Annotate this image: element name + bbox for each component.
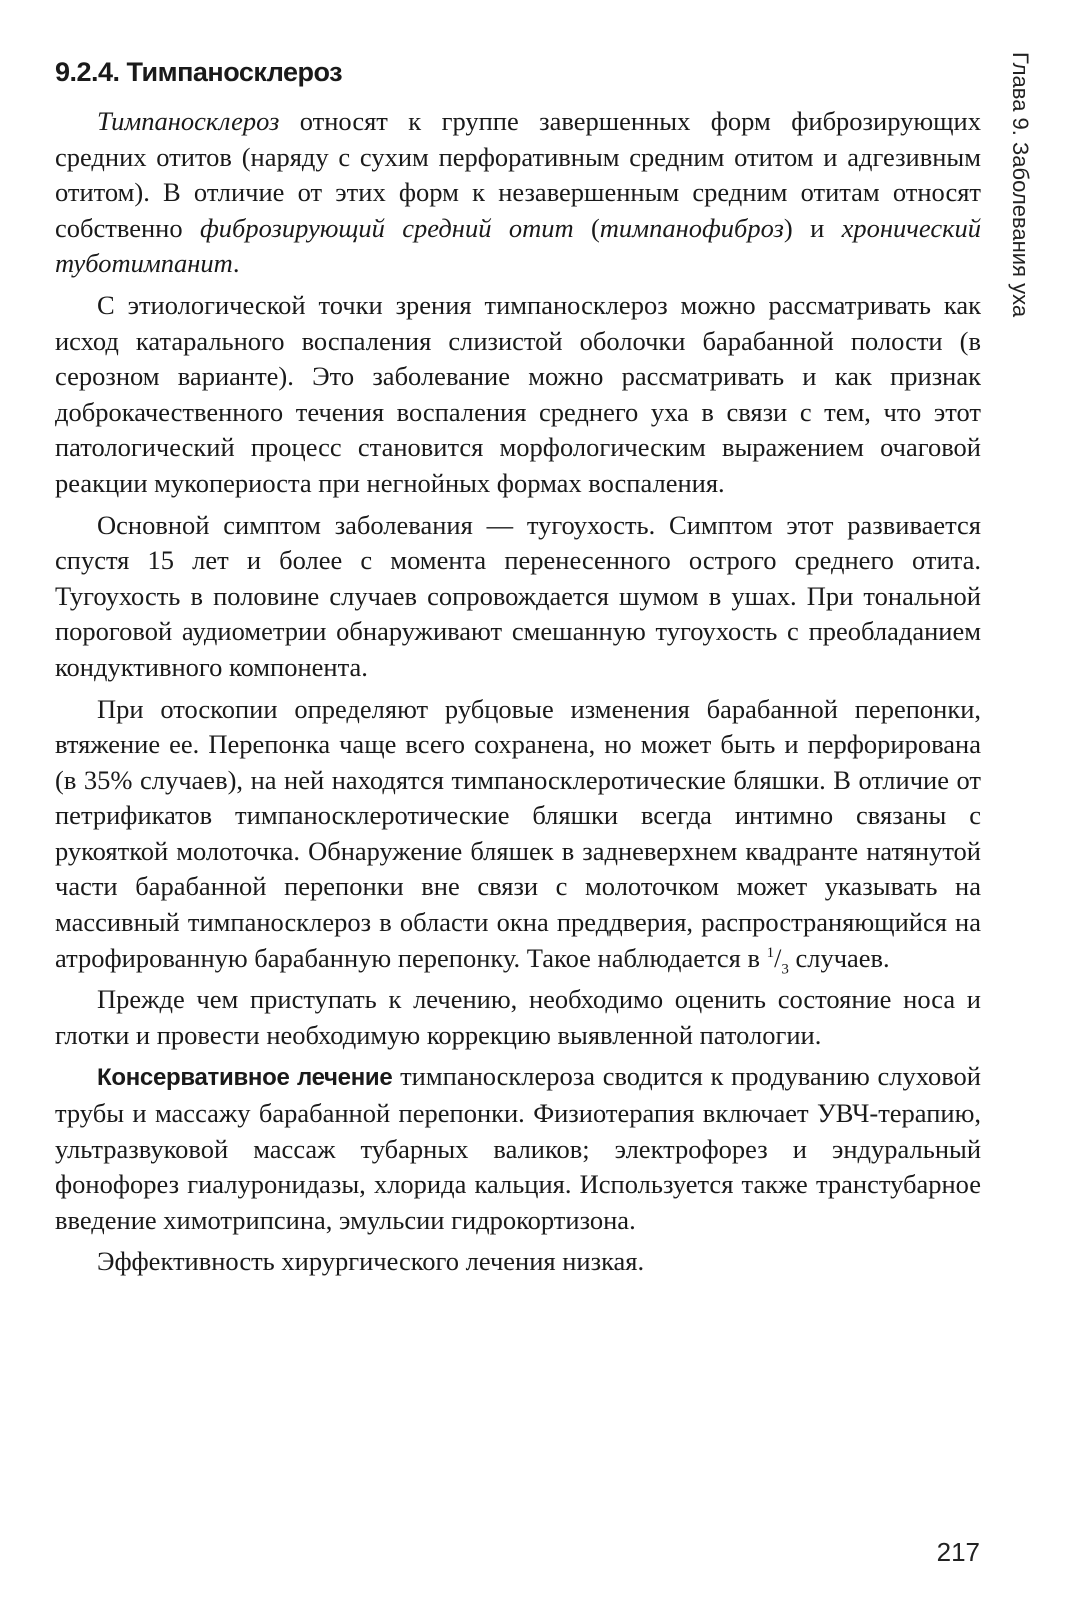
text-run: относят к группе завершенных форм фиброзирующих средних отитов (наряду с сухим перфоративным средним отитом и адгезивным отитом). В отличие от этих форм к незавершенным средним отитам относят собственно bbox=[55, 106, 981, 243]
italic-term: хронический туботимпанит bbox=[55, 212, 981, 279]
paragraph-7: Эффективность хирургического лечения низкая. bbox=[97, 1246, 645, 1277]
paragraph-6 bbox=[55, 1059, 981, 1238]
paragraph-2: С этиологической точки зрения тимпаносклероз можно рассматривать как исход катарального воспаления слизистой оболочки барабанной полости (в серозном варианте). Это заболевание можно рассматривать и как признак доброкачественного течения воспаления среднего уха в связи с тем, что этот патологический процесс становится морфологическим выражением очаговой реакции мукопериоста при негнойных формах воспаления. bbox=[55, 289, 981, 498]
italic-term: тимпанофиброз bbox=[599, 212, 784, 243]
paragraph-1 bbox=[55, 104, 981, 282]
italic-term: фиброзирующий средний отит bbox=[199, 212, 574, 243]
fraction-slash: / bbox=[774, 943, 782, 973]
paragraph-4 bbox=[55, 692, 981, 977]
fraction-denominator: 3 bbox=[781, 960, 789, 977]
text-run: ) и bbox=[783, 212, 842, 243]
text-run: . bbox=[232, 248, 240, 279]
page-number: 217 bbox=[936, 1537, 980, 1567]
section-heading: 9.2.4. Тимпаносклероз bbox=[55, 57, 343, 87]
text-run: случаев. bbox=[788, 942, 890, 973]
running-head: Глава 9. Заболевания уха bbox=[1008, 52, 1033, 318]
bold-term: Консервативное лечение bbox=[97, 1064, 393, 1092]
paragraph-3: Основной симптом заболевания — тугоухость. Симптом этот развивается спустя 15 лет и более с момента перенесенного острого среднего отита. Тугоухость в половине случаев сопровождается шумом в ушах. При тональной пороговой аудиометрии обнаруживают смешанную тугоухость с преобладанием кондуктивного компонента. bbox=[55, 509, 981, 682]
text-run: ( bbox=[573, 212, 600, 243]
paragraph-5: Прежде чем приступать к лечению, необходимо оценить состояние носа и глотки и провести необходимую коррекцию выявленной патологии. bbox=[55, 984, 981, 1050]
italic-term: Тимпаносклероз bbox=[97, 106, 280, 136]
body-text bbox=[55, 104, 981, 1286]
text-run: При отоскопии определяют рубцовые изменения барабанной перепонки, втяжение ее. Перепонка чаще всего сохранена, но может быть и перфорирована (в 35% случаев), на ней находятся тимпаносклеротические бляшки. В отличие от петрификатов тимпаносклеротические бляшки всегда интимно связаны с рукояткой молоточка. Обнаружение бляшек в задневерхнем квадранте натянутой части барабанной перепонки вне связи с молоточком может указывать на массивный тимпаносклероз в области окна преддверия, распространяющийся на атрофированную барабанную перепонку. Такое наблюдается в bbox=[55, 693, 981, 973]
fraction-one-third bbox=[766, 943, 789, 977]
fraction-numerator: 1 bbox=[766, 944, 775, 961]
text-run: тимпаносклероза сводится к продуванию слуховой трубы и массажу барабанной перепонки. Физиотерапия включает УВЧ-терапию, ультразвуковой массаж тубарных валиков; электрофорез и эндуральный фонофорез гиалуронидазы, хлорида кальция. Используется также транстубарное введение химотрипсина, эмульсии гидрокортизона. bbox=[55, 1061, 981, 1235]
